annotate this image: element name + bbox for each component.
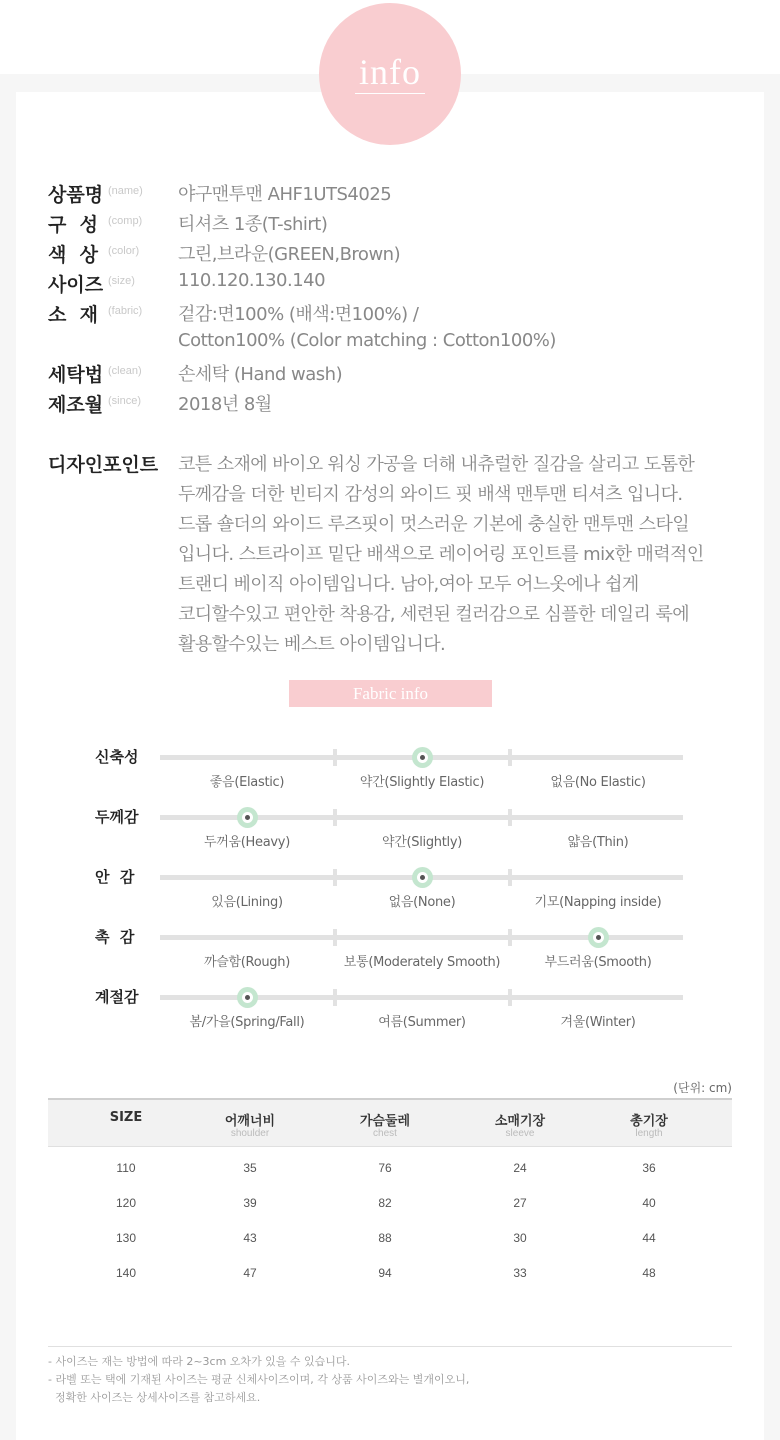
size-table-header-cell xyxy=(581,1110,717,1139)
fabric-scale-label: 계절감 xyxy=(95,988,139,1006)
fabric-scale-divider xyxy=(333,749,337,766)
product-info-sub: (fabric) xyxy=(108,305,143,317)
fabric-scale-divider xyxy=(508,749,512,766)
product-info-value: 야구맨투맨 AHF1UTS4025 xyxy=(178,184,392,205)
product-info-sub: (name) xyxy=(108,185,143,197)
fabric-scale-option: 까슬함(Rough) xyxy=(204,955,290,970)
fabric-scale-option: 얇음(Thin) xyxy=(567,835,629,850)
product-info-label: 구 성 xyxy=(48,214,98,236)
fabric-scale-option: 없음(No Elastic) xyxy=(550,775,646,790)
size-table xyxy=(48,1098,732,1289)
product-info-label: 사이즈 xyxy=(48,274,104,296)
product-info-label: 상품명 xyxy=(48,184,104,206)
header-label: 가슴둘레 xyxy=(359,1114,411,1129)
size-table-cell: 94 xyxy=(378,1266,392,1280)
product-info-value: 티셔츠 1종(T-shirt) xyxy=(178,214,328,235)
fabric-scale-label: 두께감 xyxy=(95,808,139,826)
product-info-label: 소 재 xyxy=(48,304,98,326)
fabric-scale-marker xyxy=(237,807,258,828)
product-info-value: Cotton100% (Color matching : Cotton100%) xyxy=(178,330,556,351)
size-table-cell: 120 xyxy=(115,1196,137,1210)
size-table-cell: 82 xyxy=(378,1196,392,1210)
product-info-label: 색 상 xyxy=(48,244,98,266)
design-point-label: 디자인포인트 xyxy=(48,454,159,476)
design-point-line: 활용할수있는 베스트 아이템입니다. xyxy=(178,634,446,655)
size-table-header-cell xyxy=(58,1110,194,1124)
size-note: - 사이즈는 재는 방법에 따라 2~3cm 오차가 있을 수 있습니다. xyxy=(48,1355,351,1368)
fabric-scale-row xyxy=(0,748,780,795)
size-note: 정확한 사이즈는 상세사이즈를 참고하세요. xyxy=(48,1391,261,1404)
fabric-scale-row xyxy=(0,868,780,915)
design-point-line: 드롭 숄더의 와이드 루즈핏이 멋스러운 기본에 충실한 맨투맨 스타일 xyxy=(178,514,690,535)
product-info-label: 세탁법 xyxy=(48,364,104,386)
fabric-scale-option: 봄/가을(Spring/Fall) xyxy=(189,1015,305,1030)
size-table-cell: 110 xyxy=(116,1161,136,1175)
product-info-value: 겉감:면100% (배색:면100%) / xyxy=(178,304,419,325)
fabric-scale-option: 두꺼움(Heavy) xyxy=(204,835,290,850)
header-label: 어깨너비 xyxy=(224,1114,276,1129)
fabric-scale-divider xyxy=(508,869,512,886)
size-table-header xyxy=(48,1098,732,1147)
fabric-scale-option: 약간(Slightly) xyxy=(381,835,463,850)
fabric-scale-option: 약간(Slightly Elastic) xyxy=(359,775,485,790)
size-table-header-cell xyxy=(182,1110,318,1139)
fabric-scale-label: 안 감 xyxy=(95,868,135,886)
product-info-label: 제조월 xyxy=(48,394,104,416)
design-point-line: 코튼 소재에 바이오 워싱 가공을 더해 내츄럴한 질감을 살리고 도톰한 xyxy=(178,454,695,475)
size-table-cell: 24 xyxy=(513,1161,527,1175)
fabric-scale-option: 좋음(Elastic) xyxy=(209,775,285,790)
size-table-cell: 76 xyxy=(378,1161,392,1175)
fabric-scale-divider xyxy=(333,869,337,886)
size-table-body xyxy=(48,1147,732,1289)
fabric-scale-row xyxy=(0,808,780,855)
product-info-sub: (color) xyxy=(108,245,140,257)
header-sublabel: chest xyxy=(373,1128,397,1139)
size-table-cell: 35 xyxy=(243,1161,257,1175)
product-info-sub: (since) xyxy=(108,395,142,407)
size-table-cell: 27 xyxy=(513,1196,527,1210)
design-point-line: 트랜디 베이직 아이템입니다. 남아,여아 모두 어느옷에나 쉽게 xyxy=(178,574,639,595)
product-info-value: 손세탁 (Hand wash) xyxy=(178,364,343,385)
fabric-scale-divider xyxy=(333,989,337,1006)
size-notes xyxy=(48,1346,732,1407)
fabric-info-banner xyxy=(289,680,492,707)
info-badge-text: info xyxy=(359,52,421,92)
header-sublabel: shoulder xyxy=(230,1128,270,1139)
info-badge xyxy=(319,3,461,145)
size-table-cell: 39 xyxy=(243,1196,257,1210)
product-info-sub: (size) xyxy=(108,275,135,287)
header-sublabel: length xyxy=(635,1128,663,1139)
size-table-header-cell xyxy=(452,1110,588,1139)
fabric-scale-row xyxy=(0,928,780,975)
product-info-value: 그린,브라운(GREEN,Brown) xyxy=(178,244,401,265)
product-info-sub: (comp) xyxy=(108,215,143,227)
fabric-scale-divider xyxy=(508,809,512,826)
design-point-line: 두께감을 더한 빈티지 감성의 와이드 핏 배색 맨투맨 티셔츠 입니다. xyxy=(178,484,683,505)
fabric-info-title: Fabric info xyxy=(352,684,429,703)
fabric-scale-option: 없음(None) xyxy=(388,895,456,910)
size-table-row xyxy=(48,1219,732,1254)
fabric-scale-label: 촉 감 xyxy=(95,928,135,946)
size-table-row xyxy=(48,1254,732,1289)
size-table-header-cell xyxy=(317,1110,453,1139)
fabric-scale-marker xyxy=(412,867,433,888)
fabric-scale-divider xyxy=(508,989,512,1006)
header-label: SIZE xyxy=(109,1110,143,1125)
fabric-scale-option: 기모(Napping inside) xyxy=(534,895,662,910)
product-info-value: 110.120.130.140 xyxy=(178,270,326,291)
product-info-sub: (clean) xyxy=(108,365,142,377)
size-table-cell: 33 xyxy=(513,1266,527,1280)
fabric-scale-marker xyxy=(588,927,609,948)
fabric-scale-label: 신축성 xyxy=(95,748,139,766)
fabric-scale-option: 여름(Summer) xyxy=(378,1015,466,1030)
fabric-scale-marker xyxy=(237,987,258,1008)
size-table-row xyxy=(48,1149,732,1184)
size-table-cell: 44 xyxy=(642,1231,656,1245)
size-table-cell: 47 xyxy=(243,1266,257,1280)
fabric-scale-row xyxy=(0,988,780,1035)
fabric-scale-divider xyxy=(508,929,512,946)
design-point-line: 코디할수있고 편안한 착용감, 세련된 컬러감으로 심플한 데일리 룩에 xyxy=(178,604,690,625)
size-table-cell: 40 xyxy=(642,1196,656,1210)
fabric-scale-option: 부드러움(Smooth) xyxy=(544,955,652,970)
size-table-cell: 48 xyxy=(642,1266,656,1280)
header-sublabel: sleeve xyxy=(505,1128,535,1139)
fabric-scale-divider xyxy=(333,929,337,946)
info-badge-underline xyxy=(355,93,425,94)
size-table-cell: 88 xyxy=(378,1231,392,1245)
size-note: - 라벨 또는 택에 기재된 사이즈는 평균 신체사이즈이며, 각 상품 사이즈와는 별개이오니, xyxy=(48,1373,470,1386)
design-point-line: 입니다. 스트라이프 밑단 배색으로 레이어링 포인트를 mix한 매력적인 xyxy=(178,544,704,565)
fabric-scale-option: 보통(Moderately Smooth) xyxy=(343,955,501,970)
fabric-scale-option: 겨울(Winter) xyxy=(560,1015,636,1030)
size-table-cell: 43 xyxy=(243,1231,257,1245)
size-table-row xyxy=(48,1184,732,1219)
size-table-cell: 130 xyxy=(115,1231,137,1245)
product-info-value: 2018년 8월 xyxy=(178,394,272,415)
header-label: 소매기장 xyxy=(494,1114,546,1129)
size-table-cell: 36 xyxy=(642,1161,656,1175)
fabric-scale-divider xyxy=(333,809,337,826)
header-label: 총기장 xyxy=(630,1114,668,1129)
size-table-cell: 140 xyxy=(115,1266,137,1280)
fabric-scale-option: 있음(Lining) xyxy=(211,895,283,910)
fabric-scale-marker xyxy=(412,747,433,768)
size-unit: (단위: cm) xyxy=(673,1081,732,1095)
size-table-cell: 30 xyxy=(513,1231,527,1245)
